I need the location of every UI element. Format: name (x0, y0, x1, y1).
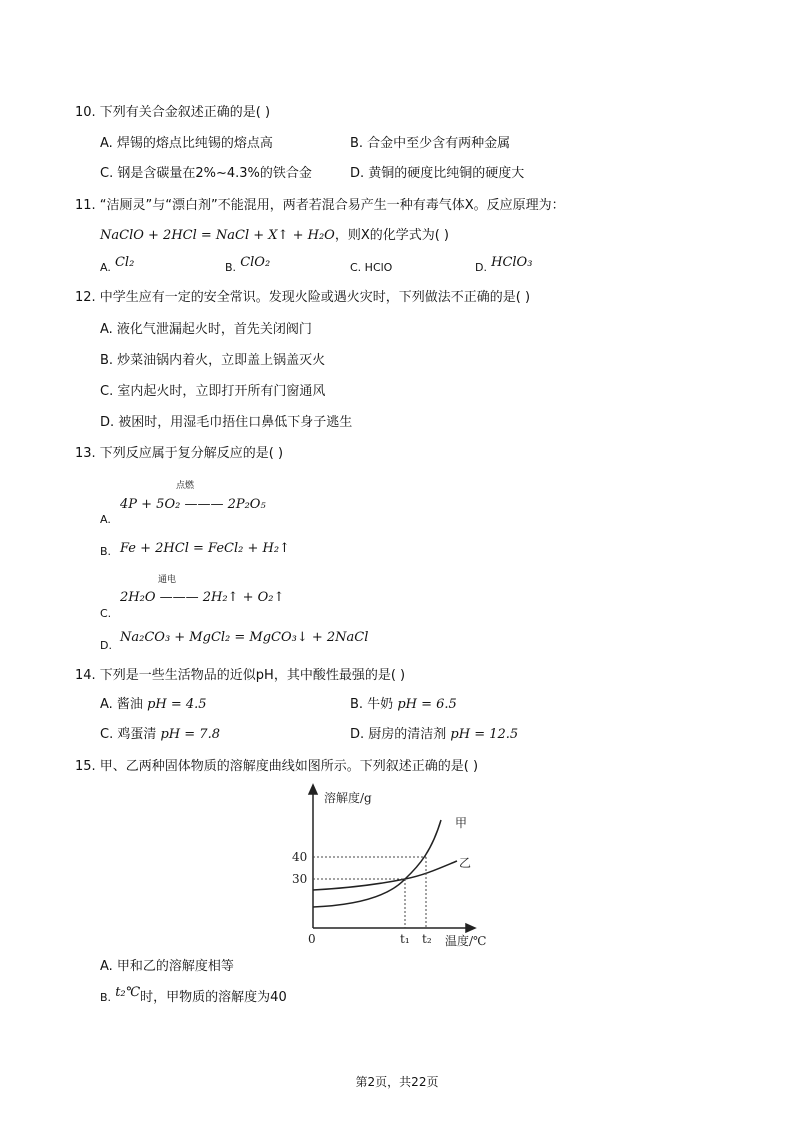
q11-equation: NaClO + 2HCl = NaCl + X↑ + H₂O (100, 228, 335, 243)
q11-a-label: A. (100, 261, 111, 274)
q11-d-value: HClO₃ (491, 255, 533, 270)
curve-jia (313, 820, 441, 907)
label-jia: 甲 (455, 816, 468, 830)
x-axis-label: 温度/℃ (445, 934, 487, 948)
q11-stem: 11. “洁厕灵”与“漂白剂”不能混用，两者若混合易产生一种有毒气体X。反应原理为： (75, 198, 565, 213)
q14-d-label: D. 厨房的清洁剂 (350, 727, 447, 742)
q11-a-value: Cl₂ (114, 255, 135, 270)
q10-option-d: D. 黄铜的硬度比纯铜的硬度大 (350, 166, 525, 181)
q12-option-c: C. 室内起火时，立即打开所有门窗通风 (100, 384, 326, 399)
q13-c-equation: 2H₂O ——— 2H₂↑ + O₂↑ (120, 590, 285, 605)
q13-d-equation: Na₂CO₃ + MgCl₂ = MgCO₃↓ + 2NaCl (120, 630, 369, 645)
y-axis-label: 溶解度/g (324, 791, 372, 805)
q14-c-label: C. 鸡蛋清 (100, 727, 157, 742)
page-footer: 第2页，共22页 (355, 1075, 439, 1089)
x-axis-arrow (466, 924, 475, 932)
q13-a-equation: 4P + 5O₂ ——— 2P₂O₅ (120, 497, 266, 512)
q14-stem: 14. 下列是一些生活物品的近似pH，其中酸性最强的是( ) (75, 668, 406, 683)
q12-option-a: A. 液化气泄漏起火时，首先关闭阀门 (100, 322, 312, 337)
tick-30: 30 (292, 872, 308, 886)
q13-a-label: A. (100, 513, 111, 526)
q10-option-c: C. 钢是含碳量在2%~4.3%的铁合金 (100, 166, 312, 181)
origin-label: 0 (308, 932, 316, 946)
y-axis-arrow (309, 785, 317, 794)
q11-option-c: C. HClO (350, 261, 393, 274)
q15-b-value: t₂℃ (115, 985, 141, 1000)
q14-a-label: A. 酱油 (100, 697, 143, 712)
tick-40: 40 (292, 850, 308, 864)
q14-d-value: pH = 12.5 (450, 727, 519, 742)
tick-t1: t₁ (400, 932, 410, 946)
q14-b-value: pH = 6.5 (397, 697, 457, 712)
q11-b-label: B. (225, 261, 237, 274)
q15-stem: 15. 甲、乙两种固体物质的溶解度曲线如图所示。下列叙述正确的是( ) (75, 759, 479, 774)
solubility-chart (290, 780, 510, 950)
q11-d-label: D. (475, 261, 487, 274)
q12-option-d: D. 被困时，用湿毛巾捂住口鼻低下身子逃生 (100, 415, 353, 430)
q14-a-value: pH = 4.5 (147, 697, 207, 712)
tick-t2: t₂ (422, 932, 432, 946)
q14-c-value: pH = 7.8 (160, 727, 220, 742)
q10-stem: 10. 下列有关合金叙述正确的是( ) (75, 105, 271, 120)
label-yi: 乙 (459, 856, 472, 870)
q13-b-equation: Fe + 2HCl = FeCl₂ + H₂↑ (120, 541, 290, 556)
q13-d-label: D. (100, 639, 112, 652)
q15-option-a: A. 甲和乙的溶解度相等 (100, 959, 234, 974)
curve-yi (313, 861, 457, 890)
q13-a-condition: 点燃 (176, 481, 195, 491)
q11-tail: ，则X的化学式为( ) (334, 228, 449, 243)
q12-option-b: B. 炒菜油锅内着火，立即盖上锅盖灭火 (100, 353, 326, 368)
q10-option-a: A. 焊锡的熔点比纯锡的熔点高 (100, 136, 273, 151)
q11-b-value: ClO₂ (240, 255, 271, 270)
q15-b-tail: 时，甲物质的溶解度为40 (140, 990, 287, 1005)
q12-stem: 12. 中学生应有一定的安全常识。发现火险或遇火灾时，下列做法不正确的是( ) (75, 290, 531, 305)
q13-c-condition: 通电 (158, 575, 177, 585)
q13-b-label: B. (100, 545, 112, 558)
q13-c-label: C. (100, 607, 112, 620)
q10-option-b: B. 合金中至少含有两种金属 (350, 136, 511, 151)
q13-stem: 13. 下列反应属于复分解反应的是( ) (75, 446, 284, 461)
q14-b-label: B. 牛奶 (350, 697, 394, 712)
q15-b-label: B. (100, 991, 112, 1004)
